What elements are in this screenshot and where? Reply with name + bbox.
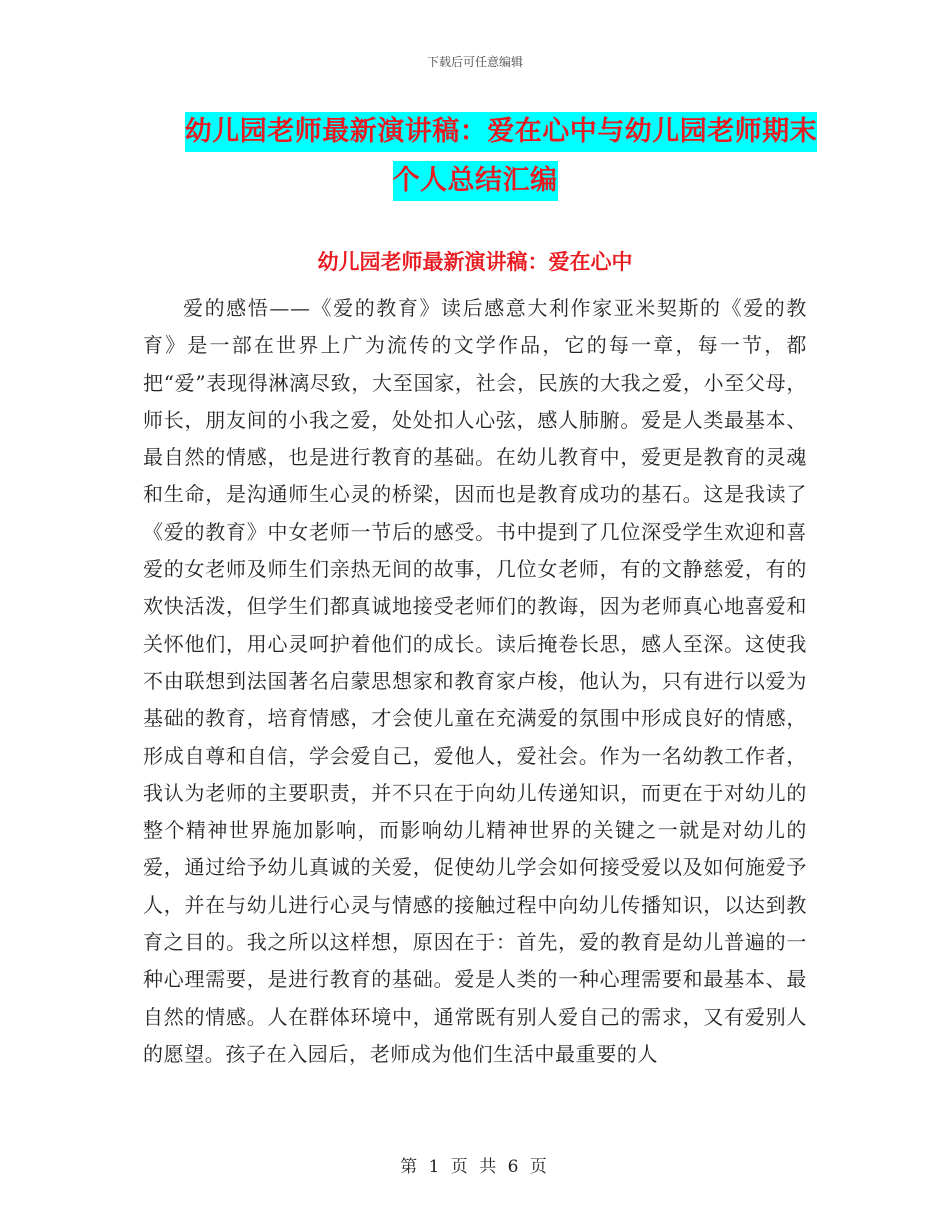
section-heading: 幼儿园老师最新演讲稿：爱在心中 bbox=[317, 250, 633, 274]
document-title-line-2: 个人总结汇编 bbox=[393, 161, 558, 201]
page-header-note: 下载后可任意编辑 bbox=[426, 55, 523, 69]
document-title bbox=[0, 112, 950, 201]
body-paragraph: 爱的感悟——《爱的教育》读后感意大利作家亚米契斯的《爱的教育》是一部在世界上广为流传的文学作品，它的每一章，每一节，都把“爱”表现得淋漓尽致，大至国家，社会，民族的大我之爱，小至父母，师长，朋友间的小我之爱，处处扣人心弦，感人肺腑。爱是人类最基本、最自然的情感，也是进行教育的基础。在幼儿教育中，爱更是教育的灵魂和生命，是沟通师生心灵的桥梁，因而也是教育成功的基石。这是我读了《爱的教育》中女老师一节后的感受。书中提到了几位深受学生欢迎和喜爱的女老师及师生们亲热无间的故事，几位女老师，有的文静慈爱，有的欢快活泼，但学生们都真诚地接受老师们的教诲，因为老师真心地喜爱和关怀他们，用心灵呵护着他们的成长。读后掩卷长思，感人至深。这使我不由联想到法国著名启蒙思想家和教育家卢梭，他认为，只有进行以爱为基础的教育，培育情感，才会使儿童在充满爱的氛围中形成良好的情感，形成自尊和自信，学会爱自己，爱他人，爱社会。作为一名幼教工作者，我认为老师的主要职责，并不只在于向幼儿传递知识，而更在于对幼儿的整个精神世界施加影响，而影响幼儿精神世界的关键之一就是对幼儿的爱，通过给予幼儿真诚的关爱，促使幼儿学会如何接受爱以及如何施爱予人，并在与幼儿进行心灵与情感的接触过程中向幼儿传播知识，以达到教育之目的。我之所以这样想，原因在于：首先，爱的教育是幼儿普遍的一种心理需要，是进行教育的基础。爱是人类的一种心理需要和最基本、最自然的情感。人在群体环境中，通常既有别人爱自己的需求，又有爱别人的愿望。孩子在入园后，老师成为他们生活中最重要的人 bbox=[143, 296, 807, 1066]
document-title-line-1: 幼儿园老师最新演讲稿：爱在心中与幼儿园老师期末 bbox=[185, 112, 818, 152]
page-number: 第 1 页 共 6 页 bbox=[400, 1157, 550, 1177]
